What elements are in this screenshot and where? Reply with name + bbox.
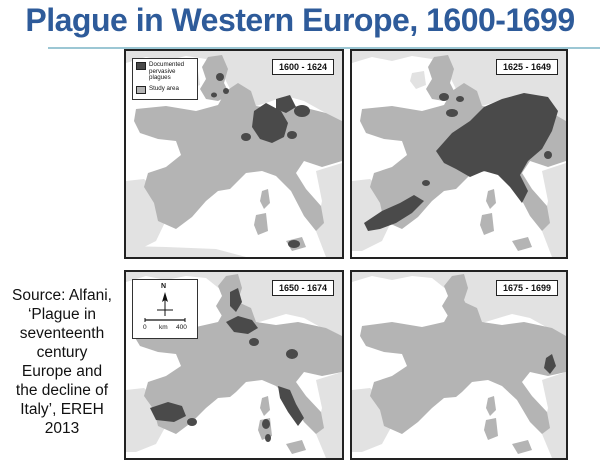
europe-map — [352, 51, 566, 257]
page-title: Plague in Western Europe, 1600-1699 — [25, 2, 575, 38]
compass-north-label: N — [161, 283, 167, 290]
map-legend — [132, 58, 198, 100]
scale-distance-label: 400 — [176, 324, 187, 331]
source-line: seventeenth — [19, 325, 105, 342]
north-arrow-scale — [132, 279, 198, 339]
source-line: ‘Plague in — [27, 306, 97, 323]
scale-unit-label: km — [159, 324, 168, 331]
map-panel-1625-1649 — [350, 49, 568, 259]
legend-label-study: Study area — [149, 85, 179, 92]
study-area-swatch-icon — [136, 86, 146, 94]
scale-zero-label: 0 — [143, 324, 147, 331]
panel-period-label: 1625 - 1649 — [496, 59, 558, 75]
source-line: Italy’, EREH — [20, 401, 104, 418]
source-line: Europe and — [21, 363, 103, 380]
source-line: the decline of — [15, 382, 109, 399]
map-panel-1650-1674 — [124, 270, 344, 460]
source-line: Source: Alfani, — [12, 287, 112, 304]
legend-label-plague: Documented pervasive plagues — [149, 61, 185, 81]
plague-swatch-icon — [136, 62, 146, 70]
source-line: century — [36, 344, 88, 361]
map-panel-1675-1699 — [350, 270, 568, 460]
map-panel-1600-1624 — [124, 49, 344, 259]
europe-map — [352, 272, 566, 458]
panel-period-label: 1675 - 1699 — [496, 280, 558, 296]
panel-period-label: 1600 - 1624 — [272, 59, 334, 75]
source-line: 2013 — [44, 420, 80, 437]
source-citation — [4, 286, 120, 438]
panel-period-label: 1650 - 1674 — [272, 280, 334, 296]
